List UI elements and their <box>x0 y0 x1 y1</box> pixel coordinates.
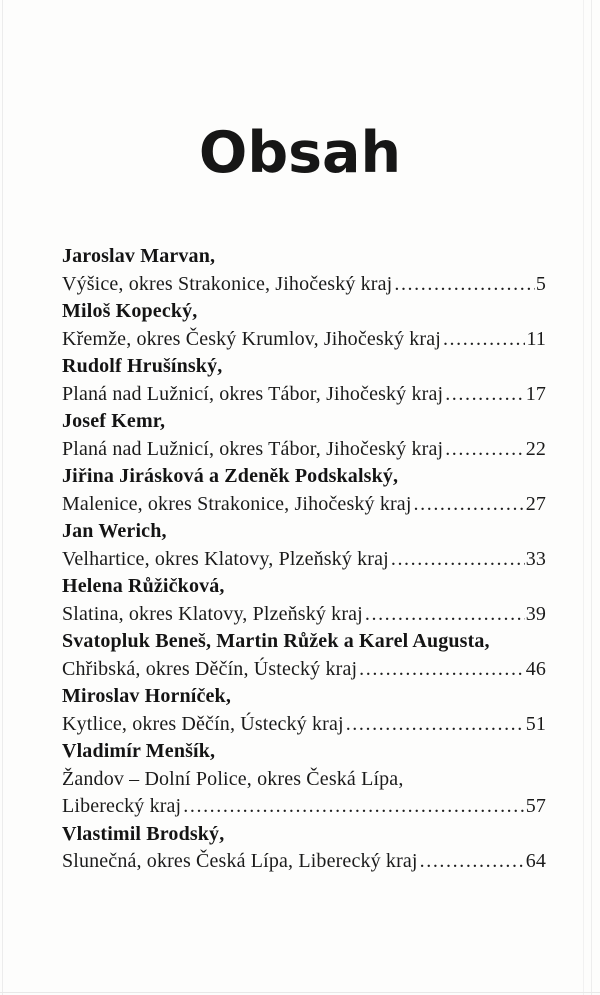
entry-location-row <box>62 271 546 299</box>
page-number: 64 <box>525 850 546 872</box>
dot-leader <box>359 656 525 684</box>
scan-artifact-line-bottom <box>0 992 600 993</box>
entry-location: Planá nad Lužnicí, okres Tábor, Jihočeský kraj <box>62 382 444 405</box>
toc-entry <box>62 573 546 628</box>
entry-location: Planá nad Lužnicí, okres Tábor, Jihočeský kraj <box>62 437 444 460</box>
entry-location-row <box>62 601 546 629</box>
entry-location: Liberecký kraj <box>62 795 182 817</box>
entry-location-row <box>62 491 546 519</box>
entry-names: Jiřina Jirásková a Zdeněk Podskalský, <box>62 465 399 487</box>
toc-entry <box>62 628 546 683</box>
entry-names: Miloš Kopecký, <box>62 300 198 322</box>
entry-location-row <box>62 711 546 739</box>
page-number: 39 <box>525 602 546 625</box>
page-number: 17 <box>525 382 546 405</box>
toc-list <box>62 243 546 876</box>
entry-names: Helena Růžičková, <box>62 575 225 597</box>
page-title: Obsah <box>198 120 402 187</box>
page-number: 22 <box>525 437 546 460</box>
toc-entry <box>62 463 546 518</box>
page-number: 57 <box>525 795 546 817</box>
entry-location-row <box>62 656 546 684</box>
dot-leader <box>183 793 524 821</box>
page-number: 46 <box>525 657 546 680</box>
page-number: 5 <box>535 272 546 295</box>
page-number: 33 <box>525 547 546 570</box>
entry-location: Malenice, okres Strakonice, Jihočeský kraj <box>62 492 412 515</box>
toc-entry <box>62 243 546 298</box>
entry-names: Miroslav Horníček, <box>62 685 231 707</box>
dot-leader <box>391 546 525 574</box>
dot-leader <box>414 491 525 519</box>
toc-entry <box>62 298 546 353</box>
page-number: 27 <box>525 492 546 515</box>
entry-location: Slatina, okres Klatovy, Plzeňský kraj <box>62 602 363 625</box>
entry-names: Jan Werich, <box>62 520 167 542</box>
entry-location: Chřibská, okres Děčín, Ústecký kraj <box>62 657 358 680</box>
entry-location-row <box>62 766 546 794</box>
entry-location: Velhartice, okres Klatovy, Plzeňský kraj <box>62 547 389 570</box>
entry-location-row <box>62 848 546 876</box>
entry-location: Křemže, okres Český Krumlov, Jihočeský kraj <box>62 327 441 350</box>
entry-location: Žandov – Dolní Police, okres Česká Lípa, <box>62 767 404 790</box>
dot-leader <box>445 381 525 409</box>
entry-location-row <box>62 436 546 464</box>
entry-names: Josef Kemr, <box>62 410 166 432</box>
entry-names: Jaroslav Marvan, <box>62 245 216 267</box>
entry-location: Slunečná, okres Česká Lípa, Liberecký kraj <box>62 850 418 872</box>
dot-leader <box>445 436 525 464</box>
toc-entry <box>62 683 546 738</box>
toc-entry <box>62 738 546 821</box>
dot-leader <box>420 848 525 876</box>
entry-location: Kytlice, okres Děčín, Ústecký kraj <box>62 712 344 735</box>
page-number: 11 <box>526 327 546 350</box>
page-number: 51 <box>525 712 546 735</box>
toc-entry <box>62 821 546 876</box>
entry-location-row <box>62 381 546 409</box>
toc-entry <box>62 408 546 463</box>
entry-location-row <box>62 793 546 821</box>
toc-entry <box>62 518 546 573</box>
dot-leader <box>365 601 525 629</box>
entry-names: Vladimír Menšík, <box>62 740 216 762</box>
entry-location-row <box>62 546 546 574</box>
entry-location: Výšice, okres Strakonice, Jihočeský kraj <box>62 272 393 295</box>
dot-leader <box>394 271 534 299</box>
entry-names: Svatopluk Beneš, Martin Růžek a Karel Augusta, <box>62 630 490 652</box>
dot-leader <box>443 326 525 354</box>
dot-leader <box>346 711 525 739</box>
toc-entry <box>62 353 546 408</box>
entry-names: Rudolf Hrušínský, <box>62 355 223 377</box>
entry-names: Vlastimil Brodský, <box>62 822 225 845</box>
entry-location-row <box>62 326 546 354</box>
